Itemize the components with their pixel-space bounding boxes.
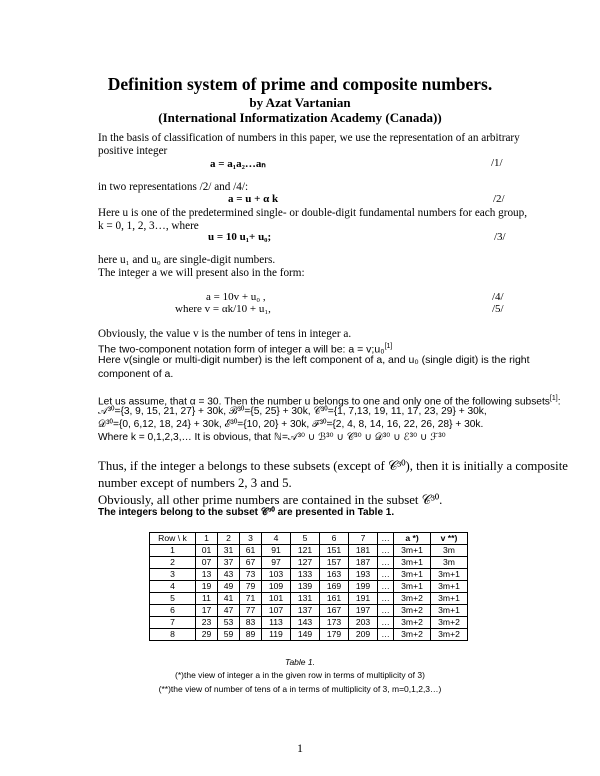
table-cell: 203 bbox=[349, 617, 378, 629]
table-cell: 113 bbox=[262, 617, 291, 629]
table-cell: 29 bbox=[196, 629, 218, 641]
conclusion-line-1: Thus, if the integer a belongs to these subsets (except of 𝒞³⁰), then it is initially a composite bbox=[98, 459, 568, 473]
equation-1-number: /1/ bbox=[491, 157, 503, 169]
table-cell: 169 bbox=[320, 581, 349, 593]
author-line: by Azat Vartanian bbox=[249, 95, 351, 110]
table-intro: The integers belong to the subset 𝒞³⁰ are presented in Table 1. bbox=[98, 507, 395, 518]
table-cell: 7 bbox=[150, 617, 196, 629]
table-cell: 4 bbox=[150, 581, 196, 593]
also-form-line: The integer a we will present also in the form: bbox=[98, 267, 305, 279]
table-cell: 43 bbox=[218, 569, 240, 581]
single-digit-line: here u₁ and u₀ are single-digit numbers. bbox=[98, 254, 276, 266]
table-cell: 73 bbox=[240, 569, 262, 581]
subsets-line-3: Where k = 0,1,2,3,… It is obvious, that ℕ=𝒜³⁰ ∪ ℬ³⁰ ∪ 𝒞³⁰ ∪ 𝒟³⁰ ∪ ℰ³⁰ ∪ ℱ³⁰ bbox=[98, 432, 446, 443]
table-cell: 3m+1 bbox=[431, 605, 468, 617]
equation-3-number: /3/ bbox=[494, 231, 506, 243]
equation-4-number: /4/ bbox=[492, 291, 504, 303]
table-header-cell: 6 bbox=[320, 533, 349, 545]
table-cell: 3 bbox=[150, 569, 196, 581]
table-cell: 151 bbox=[320, 545, 349, 557]
equation-5: where v = αk/10 + u₁, bbox=[175, 303, 271, 315]
table-row bbox=[150, 605, 468, 617]
table-cell: 61 bbox=[240, 545, 262, 557]
subsets-lead: Let us assume, that α = 30. Then the number u belongs to one and only one of the following subsets[1]: bbox=[98, 395, 561, 408]
here-u-line-2: k = 0, 1, 2, 3…, where bbox=[98, 220, 199, 232]
here-u-line-1: Here u is one of the predetermined single- or double-digit fundamental numbers for each group, bbox=[98, 207, 528, 219]
table-cell: 119 bbox=[262, 629, 291, 641]
table-cell: 139 bbox=[291, 581, 320, 593]
table-header-cell: 1 bbox=[196, 533, 218, 545]
table-cell: 53 bbox=[218, 617, 240, 629]
table-header-cell: 5 bbox=[291, 533, 320, 545]
table-cell: 37 bbox=[218, 557, 240, 569]
two-representations: in two representations /2/ and /4/: bbox=[98, 181, 249, 193]
table-cell: 179 bbox=[320, 629, 349, 641]
table-note-2: (**)the view of number of tens of a in terms of multiplicity of 3, m=0,1,2,3…) bbox=[158, 684, 442, 694]
table-cell: 3m+1 bbox=[394, 569, 431, 581]
table-cell: 107 bbox=[262, 605, 291, 617]
table-cell: 101 bbox=[262, 593, 291, 605]
table-cell: 161 bbox=[320, 593, 349, 605]
table-cell: … bbox=[378, 545, 394, 557]
table-cell: 109 bbox=[262, 581, 291, 593]
table-cell: 197 bbox=[349, 605, 378, 617]
intro-line-1: In the basis of classification of numbers in this paper, we use the representation of an arbitrary bbox=[98, 132, 520, 144]
table-header-cell: 2 bbox=[218, 533, 240, 545]
table-cell: … bbox=[378, 605, 394, 617]
table-cell: 127 bbox=[291, 557, 320, 569]
table-cell: … bbox=[378, 581, 394, 593]
table-cell: 137 bbox=[291, 605, 320, 617]
table-row bbox=[150, 593, 468, 605]
table-caption: Table 1. bbox=[285, 657, 315, 667]
table-cell: 17 bbox=[196, 605, 218, 617]
table-cell: 71 bbox=[240, 593, 262, 605]
equation-2-number: /2/ bbox=[493, 193, 505, 205]
table-cell: … bbox=[378, 617, 394, 629]
table-cell: 167 bbox=[320, 605, 349, 617]
table-note-1: (*)the view of integer a in the given row in terms of multiplicity of 3) bbox=[175, 670, 425, 680]
table-cell: 83 bbox=[240, 617, 262, 629]
two-component-line: The two-component notation form of integer a will be: a = v;u₀[1] bbox=[98, 343, 393, 356]
here-v-line-2: component of a. bbox=[98, 368, 174, 380]
table-cell: 181 bbox=[349, 545, 378, 557]
table-cell: … bbox=[378, 569, 394, 581]
table-cell: 13 bbox=[196, 569, 218, 581]
table-cell: 103 bbox=[262, 569, 291, 581]
obviously-v-line: Obviously, the value v is the number of tens in integer a. bbox=[98, 328, 352, 340]
table-cell: 191 bbox=[349, 593, 378, 605]
table-cell: 3m+2 bbox=[394, 593, 431, 605]
table-header-cell: 3 bbox=[240, 533, 262, 545]
table-cell: 07 bbox=[196, 557, 218, 569]
table-cell: 3m+1 bbox=[431, 581, 468, 593]
table-cell: 133 bbox=[291, 569, 320, 581]
table-cell: 3m+1 bbox=[431, 569, 468, 581]
table-cell: 149 bbox=[291, 629, 320, 641]
page-number: 1 bbox=[297, 741, 303, 755]
table-cell: 121 bbox=[291, 545, 320, 557]
table-cell: 31 bbox=[218, 545, 240, 557]
table-cell: 59 bbox=[218, 629, 240, 641]
table-cell: 3m+2 bbox=[431, 629, 468, 641]
table-cell: 3m+2 bbox=[394, 605, 431, 617]
affiliation-line: (International Informatization Academy (Canada)) bbox=[158, 110, 442, 125]
table-row bbox=[150, 581, 468, 593]
table-cell: 67 bbox=[240, 557, 262, 569]
table-cell: … bbox=[378, 557, 394, 569]
table-header-cell: a *) bbox=[394, 533, 431, 545]
table-row bbox=[150, 557, 468, 569]
table-cell: 49 bbox=[218, 581, 240, 593]
table-cell: 173 bbox=[320, 617, 349, 629]
table-cell: 3m+2 bbox=[394, 629, 431, 641]
table-cell: 19 bbox=[196, 581, 218, 593]
table-row bbox=[150, 545, 468, 557]
subset-c30-table bbox=[149, 532, 468, 641]
conclusion-line-2: number except of numbers 2, 3 and 5. bbox=[98, 476, 292, 490]
table-cell: 209 bbox=[349, 629, 378, 641]
table-row bbox=[150, 629, 468, 641]
equation-1: a = a₁a₂…aₙ bbox=[210, 158, 266, 170]
table-header-cell: 7 bbox=[349, 533, 378, 545]
table-cell: 143 bbox=[291, 617, 320, 629]
equation-3: u = 10 u₁+ u₀; bbox=[208, 231, 272, 243]
table-cell: 163 bbox=[320, 569, 349, 581]
table-cell: 3m+1 bbox=[394, 557, 431, 569]
table-header-cell: 4 bbox=[262, 533, 291, 545]
table-header-cell: Row \ k bbox=[150, 533, 196, 545]
table-cell: 77 bbox=[240, 605, 262, 617]
table-cell: 3m bbox=[431, 557, 468, 569]
table-cell: 11 bbox=[196, 593, 218, 605]
table-cell: 3m+1 bbox=[394, 581, 431, 593]
table-cell: 23 bbox=[196, 617, 218, 629]
table-cell: 47 bbox=[218, 605, 240, 617]
table-header-row bbox=[150, 533, 468, 545]
subsets-line-2: 𝒟³⁰={0, 6,12, 18, 24} + 30k, ℰ³⁰={10, 20} + 30k, ℱ³⁰={2, 4, 8, 14, 16, 22, 26, 28} + 30k. bbox=[98, 419, 484, 430]
table-cell: 79 bbox=[240, 581, 262, 593]
table-cell: … bbox=[378, 629, 394, 641]
table-cell: 5 bbox=[150, 593, 196, 605]
table-cell: 131 bbox=[291, 593, 320, 605]
table-cell: 3m+1 bbox=[431, 593, 468, 605]
conclusion-line-3: Obviously, all other prime numbers are contained in the subset 𝒞³⁰. bbox=[98, 493, 443, 507]
table-cell: 6 bbox=[150, 605, 196, 617]
table-cell: 187 bbox=[349, 557, 378, 569]
table-cell: … bbox=[378, 593, 394, 605]
table-row bbox=[150, 617, 468, 629]
table-row bbox=[150, 569, 468, 581]
table-cell: 3m+2 bbox=[431, 617, 468, 629]
table-cell: 3m+2 bbox=[394, 617, 431, 629]
table-cell: 2 bbox=[150, 557, 196, 569]
table-cell: 1 bbox=[150, 545, 196, 557]
equation-4: a = 10v + u₀ , bbox=[206, 291, 266, 303]
table-cell: 91 bbox=[262, 545, 291, 557]
table-cell: 97 bbox=[262, 557, 291, 569]
table-cell: 41 bbox=[218, 593, 240, 605]
table-header-cell: … bbox=[378, 533, 394, 545]
subsets-line-1: 𝒜³⁰={3, 9, 15, 21, 27} + 30k, ℬ³⁰={5, 25} + 30k, 𝒞³⁰={1, 7,13, 19, 11, 17, 23, 29} + 30k, bbox=[98, 406, 487, 417]
here-v-line-1: Here v(single or multi-digit number) is the left component of a, and u₀ (single digit) is the right bbox=[98, 354, 530, 366]
table-cell: 89 bbox=[240, 629, 262, 641]
paper-title: Definition system of prime and composite numbers. bbox=[107, 74, 493, 94]
table-header-cell: v **) bbox=[431, 533, 468, 545]
table-cell: 199 bbox=[349, 581, 378, 593]
table-cell: 193 bbox=[349, 569, 378, 581]
table-cell: 157 bbox=[320, 557, 349, 569]
equation-5-number: /5/ bbox=[492, 303, 504, 315]
table-cell: 8 bbox=[150, 629, 196, 641]
table-cell: 3m bbox=[431, 545, 468, 557]
equation-2: a = u + α k bbox=[228, 193, 279, 205]
table-cell: 01 bbox=[196, 545, 218, 557]
intro-line-2: positive integer bbox=[98, 145, 168, 157]
table-cell: 3m+1 bbox=[394, 545, 431, 557]
